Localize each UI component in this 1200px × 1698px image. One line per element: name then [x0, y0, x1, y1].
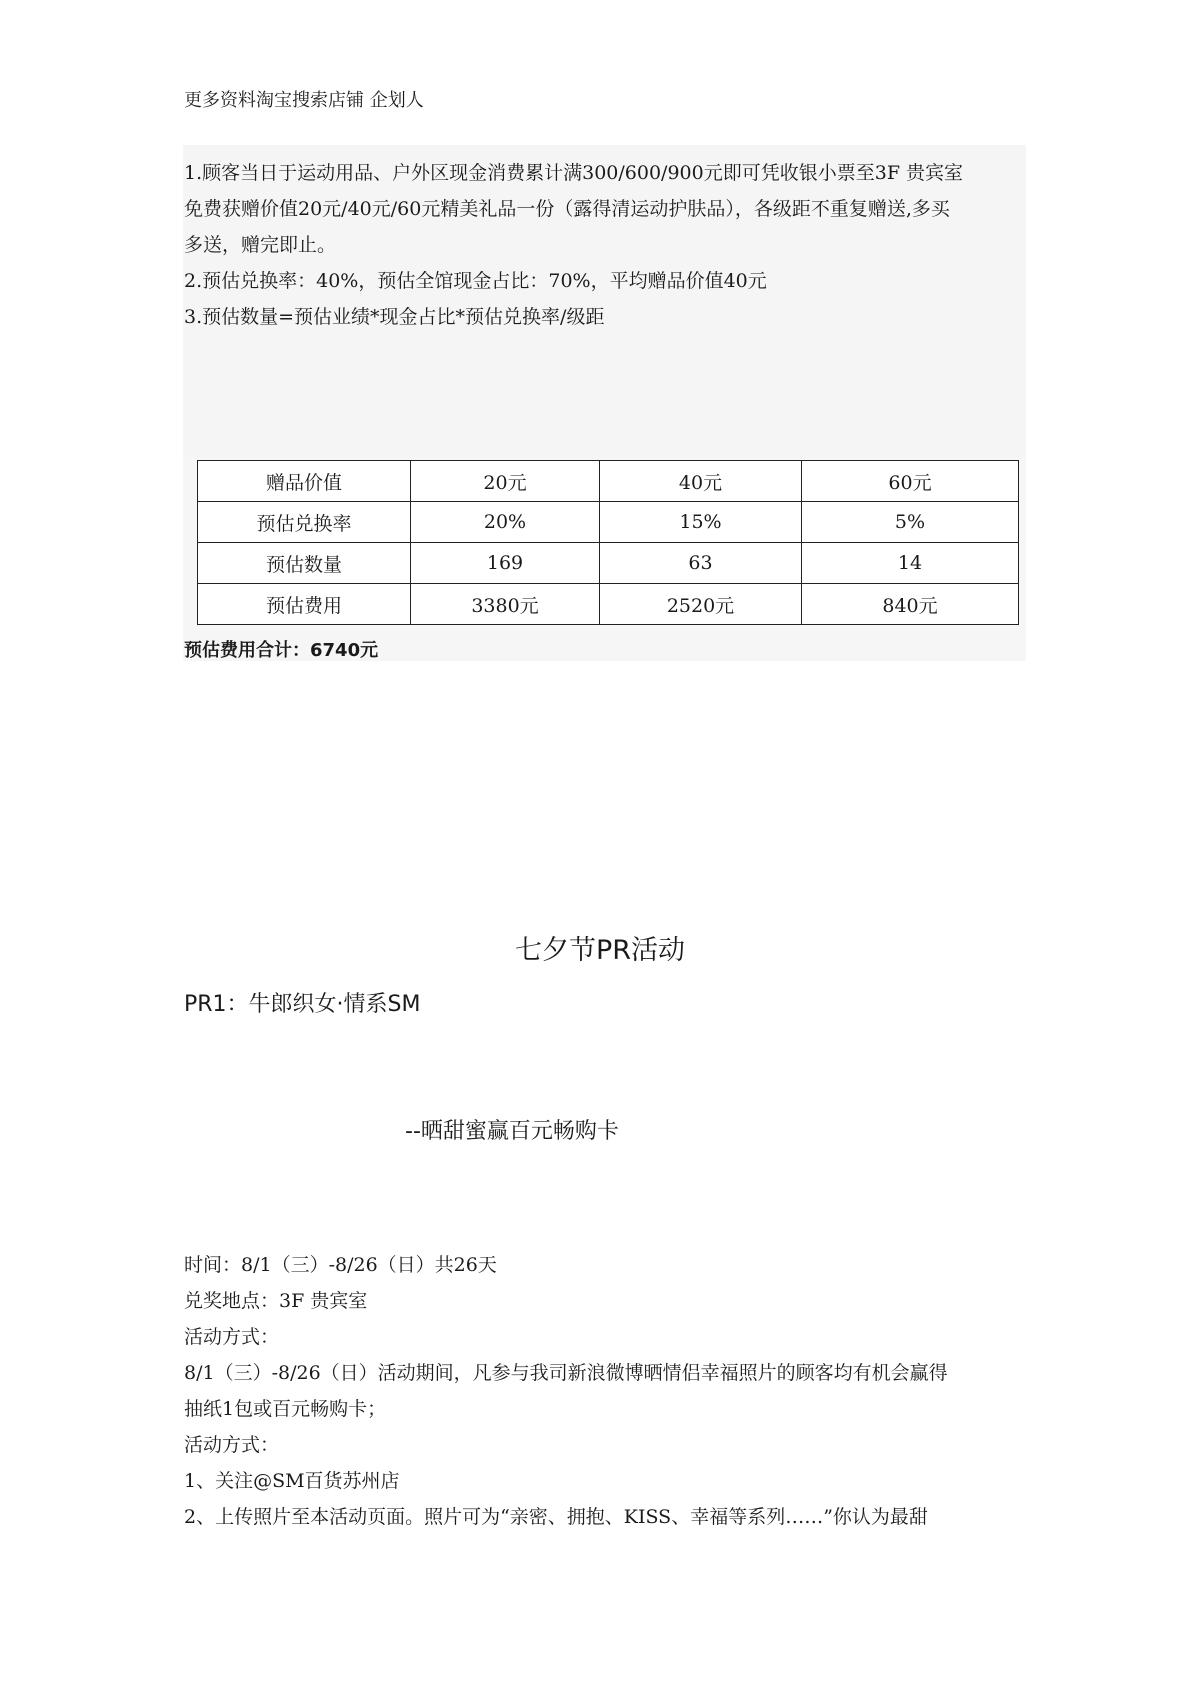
table-cell: 169 — [411, 543, 600, 584]
table-cell: 20元 — [411, 461, 600, 502]
gift-table — [197, 460, 1019, 625]
rule-line: 2.预估兑换率：40%，预估全馆现金占比：70%，平均赠品价值40元 — [184, 270, 767, 292]
table-cell: 63 — [600, 543, 802, 584]
rule-line: 1.顾客当日于运动用品、户外区现金消费累计满300/600/900元即可凭收银小票至3F 贵宾室 — [184, 162, 964, 184]
table-row — [198, 502, 1019, 543]
table-cell: 预估兑换率 — [198, 502, 411, 543]
table-row — [198, 461, 1019, 502]
table-cell: 840元 — [802, 584, 1019, 625]
detail-line: 活动方式： — [184, 1434, 280, 1456]
table-cell: 3380元 — [411, 584, 600, 625]
total-cost: 预估费用合计：6740元 — [184, 640, 379, 661]
rule-line: 3.预估数量=预估业绩*现金占比*预估兑换率/级距 — [184, 306, 605, 328]
rules-block — [183, 145, 1026, 458]
table-cell: 预估数量 — [198, 543, 411, 584]
table-cell: 14 — [802, 543, 1019, 584]
detail-line: 活动方式： — [184, 1326, 280, 1348]
table-cell: 40元 — [600, 461, 802, 502]
pr-subtitle: --晒甜蜜赢百元畅购卡 — [405, 1119, 619, 1144]
table-cell: 预估费用 — [198, 584, 411, 625]
detail-line: 1、关注@SM百货苏州店 — [184, 1470, 400, 1492]
detail-line: 2、上传照片至本活动页面。照片可为“亲密、拥抱、KISS、幸福等系列……”你认为最甜 — [184, 1506, 928, 1528]
table-cell: 赠品价值 — [198, 461, 411, 502]
detail-line: 兑奖地点：3F 贵宾室 — [184, 1290, 368, 1312]
rule-line: 多送，赠完即止。 — [184, 234, 337, 256]
table-cell: 5% — [802, 502, 1019, 543]
pr-heading: PR1：牛郎织女·情系SM — [184, 992, 421, 1017]
table-cell: 20% — [411, 502, 600, 543]
table-row — [198, 584, 1019, 625]
detail-line: 时间：8/1（三）-8/26（日）共26天 — [184, 1254, 497, 1276]
table-cell: 60元 — [802, 461, 1019, 502]
table-cell: 15% — [600, 502, 802, 543]
table-cell: 2520元 — [600, 584, 802, 625]
detail-line: 抽纸1包或百元畅购卡； — [184, 1398, 387, 1420]
rule-line: 免费获赠价值20元/40元/60元精美礼品一份（露得清运动护肤品），各级距不重复赠送,多买 — [184, 198, 950, 220]
detail-line: 8/1（三）-8/26（日）活动期间，凡参与我司新浪微博晒情侣幸福照片的顾客均有机会赢得 — [184, 1362, 948, 1384]
table-row — [198, 543, 1019, 584]
header-note: 更多资料淘宝搜索店铺 企划人 — [184, 90, 424, 111]
section-title: 七夕节PR活动 — [514, 935, 686, 966]
